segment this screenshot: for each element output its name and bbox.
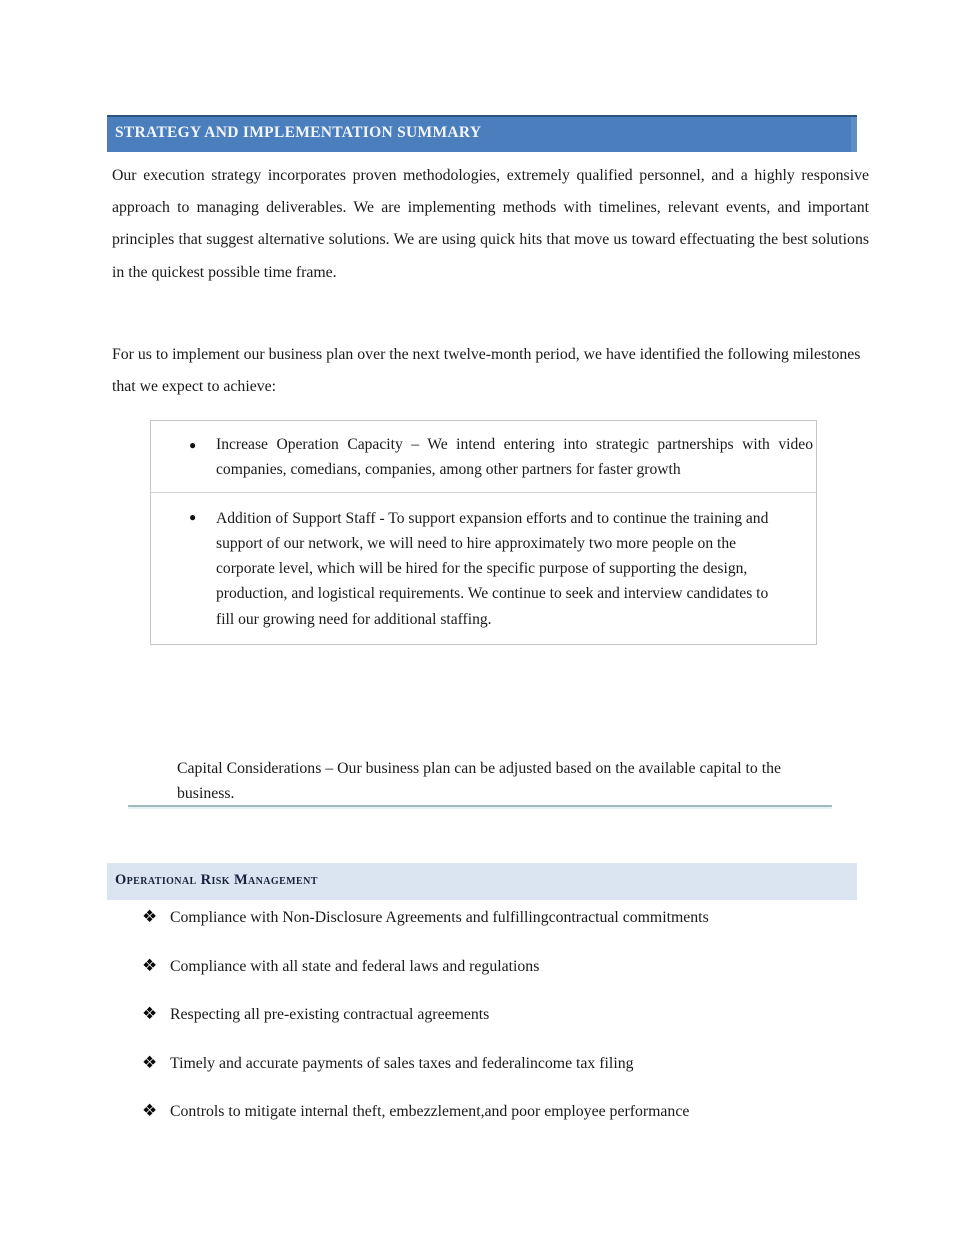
capital-considerations-paragraph: Capital Considerations – Our business plan can be adjusted based on the available capital to the business.: [177, 760, 782, 802]
section-title-risk: Operational Risk Management: [115, 872, 318, 888]
risk-list-item: [142, 1051, 862, 1077]
bullet-icon: ●: [189, 509, 197, 524]
milestone-row-support-staff: [151, 492, 816, 644]
risk-item-text: Controls to mitigate internal theft, embezzlement,and poor employee performance: [170, 1103, 690, 1120]
milestones-intro-paragraph: For us to implement our business plan over the next twelve-month period, we have identified the following milestones that we expect to achieve:: [112, 346, 861, 396]
milestones-table: [150, 420, 817, 645]
divider-rule: [128, 805, 832, 809]
risk-item-text: Timely and accurate payments of sales taxes and federalincome tax filing: [170, 1054, 634, 1072]
risk-list-item: [142, 1002, 862, 1028]
risk-list-item: [142, 905, 862, 931]
risk-item-text: Compliance with all state and federal laws and regulations: [170, 957, 540, 975]
diamond-bullet-icon: ❖: [142, 955, 158, 976]
intro-paragraph: Our execution strategy incorporates proven methodologies, extremely qualified personnel, and a highly responsive approach to managing deliverables. We are implementing methods with timelines, relevant events, and important principles that suggest alternative solutions. We are using quick hits that move us toward effectuating the best solutions in the quickest possible time frame.: [112, 167, 869, 281]
risk-bullet-list: [142, 905, 862, 1148]
risk-item-text: Respecting all pre-existing contractual agreements: [170, 1006, 490, 1023]
diamond-bullet-icon: ❖: [142, 1052, 158, 1073]
diamond-bullet-icon: ❖: [142, 907, 158, 927]
section-header-risk: [107, 863, 857, 900]
bullet-icon: ●: [189, 438, 197, 452]
risk-list-item: [142, 954, 862, 980]
diamond-bullet-icon: ❖: [142, 1004, 158, 1024]
milestone-text: Increase Operation Capacity – We intend entering into strategic partnerships with video companies, comedians, companies, among other partners for faster growth: [216, 436, 813, 479]
milestone-text: Addition of Support Staff - To support expansion efforts and to continue the training and support of our network, we will need to hire approximately two more people on the corporate level, which will be hired for the specific purpose of supporting the design, production, and logistical requirements. We continue to seek and interview candidates to fill our growing need for additional staffing.: [216, 509, 769, 628]
section-header-strategy: [107, 115, 857, 152]
milestone-row-increase-capacity: [151, 421, 816, 492]
risk-item-text: Compliance with Non-Disclosure Agreements and fulfillingcontractual commitments: [170, 909, 709, 926]
risk-list-item: [142, 1099, 862, 1125]
section-title-strategy: STRATEGY AND IMPLEMENTATION SUMMARY: [115, 124, 482, 141]
diamond-bullet-icon: ❖: [142, 1101, 158, 1121]
